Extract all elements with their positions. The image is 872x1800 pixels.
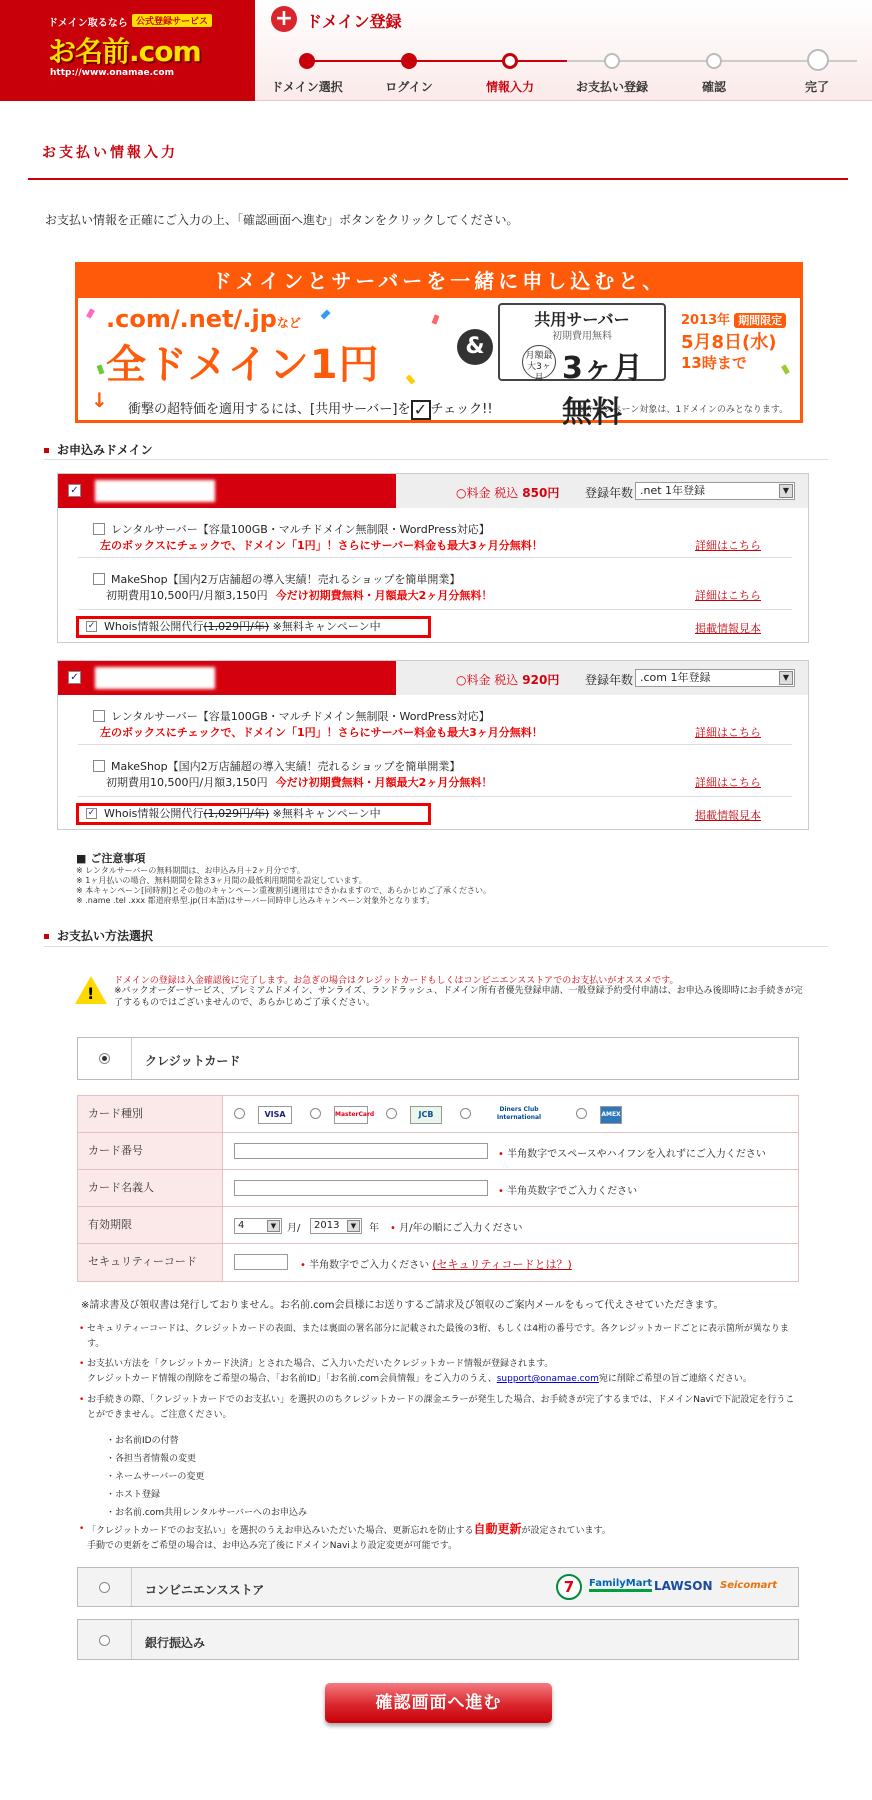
expiry-month-select[interactable]	[234, 1218, 282, 1234]
banner-limit-badge: 期間限定	[734, 313, 786, 328]
notice-heading: ■ ご注意事項	[76, 850, 145, 866]
lawson-logo: LAWSON	[654, 1579, 713, 1593]
row-divider	[131, 1568, 132, 1606]
server-detail-link[interactable]: 詳細はこちら	[695, 726, 761, 739]
makeshop-promo-text: 今だけ初期費無料・月額最大2ヶ月分無料！	[275, 776, 493, 789]
payment-section-heading: お支払い方法選択	[44, 927, 153, 944]
mastercard-radio[interactable]	[310, 1108, 321, 1119]
domain-years-select[interactable]	[635, 669, 795, 687]
banner-server-month: 月額最大3ヶ月	[522, 345, 556, 379]
whois-checkbox[interactable]: ✓	[87, 621, 96, 631]
convenience-label: コンビニエンスストア	[145, 1583, 265, 1597]
banner-check-text: チェック!!	[430, 402, 493, 417]
server-option-text: レンタルサーバー【容量100GB・マルチドメイン無制限・WordPress対応】	[111, 523, 490, 536]
whois-checkbox[interactable]: ✓	[87, 808, 96, 818]
confetti	[321, 310, 331, 320]
notice-line: ※ レンタルサーバーの無料期間は、お申込み月＋2ヶ月分です。	[76, 866, 305, 875]
banner-date: 5月8日(水)	[681, 332, 777, 353]
domain-price: 850円	[522, 486, 560, 500]
card-number-label: カード番号	[78, 1133, 223, 1169]
row-divider	[131, 1620, 132, 1659]
card-type-label: カード種別	[78, 1096, 223, 1132]
banner-year	[681, 309, 786, 328]
chevron-down-icon: ▼	[347, 1220, 360, 1232]
card-delete-text: クレジットカード情報の削除をご希望の場合、「お名前ID」「お名前.com会員情報」をご入力のうえ、	[87, 1374, 497, 1384]
domain-fee-label: ○料金 税込	[456, 486, 519, 500]
banner-server-box	[498, 303, 666, 430]
confetti	[432, 314, 440, 324]
familymart-logo: FamilyMart	[589, 1578, 652, 1592]
makeshop-checkbox[interactable]	[93, 760, 105, 772]
row-divider	[131, 1038, 132, 1079]
card-holder-hint: • 半角英数字でご入力ください	[498, 1182, 637, 1197]
domain-checkbox[interactable]: ✓	[68, 484, 81, 497]
section-divider	[44, 946, 828, 947]
security-code-help-link[interactable]: (セキュリティコードとは？)	[432, 1258, 572, 1271]
section-divider	[44, 459, 828, 460]
domain-header-name-area	[58, 474, 396, 508]
domain-box	[57, 660, 809, 830]
auto-renew-text: 「クレジットカードでのお支払い」を選択のうえお申込みいただいた場合、更新忘れを防止する	[87, 1526, 474, 1536]
logo-tagline: ドメイン取るなら	[48, 18, 128, 29]
step-dot-4	[604, 53, 620, 69]
banner-year-text: 2013年	[681, 313, 731, 328]
banner-message	[128, 398, 493, 420]
step-progress-area	[255, 0, 872, 101]
year-unit: 年	[369, 1223, 379, 1234]
whois-price: (1,029円/年)	[203, 620, 270, 633]
step-dot-3	[502, 53, 518, 69]
makeshop-promo-text: 今だけ初期費無料・月額最大2ヶ月分無料！	[275, 589, 493, 602]
banner-server-title: 共用サーバー	[534, 310, 630, 329]
security-code-row	[78, 1244, 798, 1281]
expiry-year-value: 2013	[314, 1220, 340, 1231]
bank-radio[interactable]	[99, 1635, 110, 1646]
domain-header	[58, 474, 808, 508]
whois-sample-link[interactable]: 掲載情報見本	[695, 809, 761, 822]
seven-eleven-logo: 7	[556, 1574, 582, 1600]
makeshop-price-text: 初期費用10,500円/月額3,150円	[106, 776, 268, 789]
step-label-6: 完了	[804, 80, 829, 94]
jcb-icon: JCB	[410, 1106, 442, 1124]
amex-icon: AMEX	[600, 1106, 622, 1124]
notice-line: ※ 本キャンペーン[同時割]とその他のキャンペーン重複割引適用はできかねますので、あらかじめご了承ください。	[76, 886, 492, 895]
confirm-button[interactable]: 確認画面へ進む	[325, 1683, 552, 1723]
domain-years-value: .com 1年登録	[640, 671, 711, 684]
banner-note: ※キャンペーン対象は、1ドメインのみとなります。	[578, 405, 789, 415]
confetti	[97, 364, 105, 374]
bank-label: 銀行振込み	[145, 1636, 206, 1650]
option-divider	[78, 609, 792, 610]
card-registration-text: お支払い方法を「クレジットカード決済」とされた場合、ご入力いただいたクレジットカード情報が登録されます。	[87, 1359, 554, 1369]
security-code-label: セキュリティーコード	[78, 1244, 223, 1281]
step-label-5: 確認	[701, 80, 726, 94]
onamae-logo[interactable]	[0, 0, 255, 101]
expiry-label: 有効期限	[78, 1207, 223, 1243]
step-dot-2	[401, 53, 417, 69]
server-detail-link[interactable]: 詳細はこちら	[695, 539, 761, 552]
restriction-item: ・各担当者情報の変更	[106, 1454, 197, 1464]
support-email-link[interactable]: support@onamae.com	[496, 1374, 599, 1384]
plus-icon: +	[271, 6, 297, 32]
domain-section-heading: お申込みドメイン	[44, 441, 153, 458]
confetti	[781, 364, 790, 374]
domain-price: 920円	[522, 673, 560, 687]
server-checkbox[interactable]	[93, 710, 105, 722]
domain-years-select[interactable]	[635, 482, 795, 500]
notice-line: ※ .name .tel .xxx 都道府県型.jp(日本語)はサーバー同時申し込みキャンペーン対象外となります。	[76, 896, 435, 905]
server-checkbox[interactable]	[93, 523, 105, 535]
receipt-note: ※請求書及び領収書は発行しておりません。お名前.com会員様にお送りするご請求及び領収のご案内メールをもって代えさせていただきます。	[81, 1300, 724, 1311]
whois-campaign: ※無料キャンペーン中	[272, 807, 381, 820]
notice-line: ※ 1ヶ月払いの場合、無料期間を除き3ヶ月間の最低利用期間を設定しています。	[76, 876, 367, 885]
intro-text: お支払い情報を正確にご入力の上、「確認画面へ進む」ボタンをクリックしてください。	[45, 213, 519, 227]
card-holder-input[interactable]	[234, 1180, 488, 1196]
makeshop-detail-link[interactable]: 詳細はこちら	[695, 589, 761, 602]
logo-url: http://www.onamae.com	[50, 68, 174, 78]
visa-icon: VISA	[258, 1106, 292, 1124]
restriction-item: ・ホスト登録	[106, 1490, 161, 1500]
whois-campaign: ※無料キャンペーン中	[272, 620, 381, 633]
auto-renew-highlight: 自動更新	[473, 1522, 522, 1536]
card-number-hint: • 半角数字でスペースやハイフンを入れずにご入力ください	[498, 1145, 766, 1160]
confetti	[406, 374, 416, 384]
whois-option[interactable]	[76, 803, 431, 825]
arrow-down-icon: ↓	[91, 388, 108, 412]
makeshop-price	[106, 587, 492, 603]
step-dot-6	[807, 49, 829, 71]
expiry-year-select[interactable]	[310, 1218, 362, 1234]
option-divider	[78, 796, 792, 797]
visa-radio[interactable]	[234, 1108, 245, 1119]
domain-header-name-area	[58, 661, 396, 695]
diners-club-icon: Diners Club International	[484, 1106, 554, 1124]
payment-method-convenience[interactable]	[77, 1567, 799, 1607]
diners-radio[interactable]	[460, 1108, 471, 1119]
logo-official-badge: 公式登録サービス	[132, 14, 212, 27]
domain-years-value: .net 1年登録	[640, 484, 706, 497]
banner-tlds-suffix: など	[276, 316, 301, 330]
banner-until: 13時まで	[681, 354, 747, 372]
makeshop-price-text: 初期費用10,500円/月額3,150円	[106, 589, 268, 602]
step-label-1: ドメイン選択	[271, 80, 343, 94]
domain-fee	[456, 671, 559, 688]
warning-exclamation: !	[87, 984, 95, 1003]
banner-message-text: 衝撃の超特価を適用するには、[共用サーバー]を	[128, 402, 411, 417]
month-unit: 月/	[287, 1223, 301, 1234]
whois-price: (1,029円/年)	[203, 807, 270, 820]
card-number-input[interactable]	[234, 1143, 488, 1159]
credit-label: クレジットカード	[145, 1054, 241, 1068]
warning-line2: ※バックオーダーサービス、プレミアムドメイン、サンライズ、ランドラッシュ、ドメイン所有者優先登録申請、一般登録予約受付申請は、お申込み後即時にお手続きが完了するものではございませんので、あらかじめご了承ください。	[114, 986, 803, 1008]
restriction-item: ・お名前IDの付替	[106, 1436, 179, 1446]
title-divider	[28, 178, 848, 180]
chevron-down-icon: ▼	[267, 1220, 280, 1232]
banner-headline: ドメインとサーバーを一緒に申し込むと、	[78, 265, 800, 298]
credit-radio[interactable]	[99, 1053, 110, 1064]
chevron-down-icon: ▼	[779, 484, 793, 498]
confetti	[86, 308, 95, 318]
billing-error-note: • お手続きの際、「クレジットカードでのお支払い」を選択ののちクレジットカードの課金エラーが発生した場合、お手続きが完了するまでは、ドメインNaviで下記設定を行うことができません。ご注意ください。	[87, 1393, 803, 1423]
banner-tlds	[106, 305, 301, 333]
server-option-text: レンタルサーバー【容量100GB・マルチドメイン無制限・WordPress対応】	[111, 710, 490, 723]
option-divider	[78, 557, 792, 558]
banner-server-sub: 初期費用無料	[552, 331, 612, 342]
auto-renew-note	[87, 1522, 803, 1554]
jcb-radio[interactable]	[386, 1108, 397, 1119]
domain-header	[58, 661, 808, 695]
payment-method-bank[interactable]	[77, 1619, 799, 1660]
makeshop-price	[106, 774, 492, 790]
domain-box	[57, 473, 809, 643]
server-promo-text: 左のボックスにチェックで、ドメイン「1円」！さらにサーバー料金も最大3ヶ月分無料！	[100, 539, 543, 552]
card-holder-label: カード名義人	[78, 1170, 223, 1206]
makeshop-option-text: MakeShop【国内2万店舗超の導入実績！売れるショップを簡単開業】	[111, 760, 461, 773]
check-icon: ✓	[411, 400, 431, 420]
manual-renew-text: 手動での更新をご希望の場合は、お申込み完了後にドメインNaviより設定変更が可能です。	[87, 1541, 458, 1551]
banner-ampersand: &	[457, 329, 493, 365]
expiry-row	[78, 1207, 798, 1244]
whois-label: Whois情報公開代行	[104, 807, 204, 820]
makeshop-checkbox[interactable]	[93, 573, 105, 585]
security-code-hint	[300, 1256, 572, 1272]
mastercard-icon: MasterCard	[334, 1106, 368, 1124]
security-code-input[interactable]	[234, 1254, 288, 1270]
progress-line-done	[307, 60, 567, 62]
expiry-hint: • 月/年の順にご入力ください	[390, 1219, 522, 1234]
payment-method-credit[interactable]	[77, 1037, 799, 1080]
auto-renew-text-end: が設定されています。	[521, 1526, 611, 1536]
warning-line1: ドメインの登録は入金確認後に完了します。お急ぎの場合はクレジットカードもしくはコンビニエンスストアでのお支払いがオススメです。	[114, 976, 679, 986]
step-dot-1	[299, 53, 315, 69]
card-holder-row	[78, 1170, 798, 1207]
step-label-3: 情報入力	[485, 80, 534, 94]
card-number-row	[78, 1133, 798, 1170]
convenience-radio[interactable]	[99, 1582, 110, 1593]
restriction-item: ・ネームサーバーの変更	[106, 1472, 205, 1482]
domain-years-label: 登録年数	[585, 486, 634, 500]
step-label-4: お支払い登録	[575, 80, 648, 94]
logo-name: お名前.com	[48, 35, 201, 68]
option-divider	[78, 744, 792, 745]
header	[0, 0, 872, 101]
domain-fee	[456, 484, 559, 501]
server-promo-text: 左のボックスにチェックで、ドメイン「1円」！さらにサーバー料金も最大3ヶ月分無料！	[100, 726, 543, 739]
card-registration-note	[87, 1357, 803, 1387]
campaign-banner[interactable]	[75, 262, 803, 430]
security-code-hint-text: 半角数字でご入力ください	[309, 1260, 430, 1271]
whois-sample-link[interactable]: 掲載情報見本	[695, 622, 761, 635]
banner-all-domain: 全ドメイン1円	[106, 342, 380, 388]
domain-fee-label: ○料金 税込	[456, 673, 519, 687]
seicomart-logo: Seicomart	[720, 1580, 778, 1591]
domain-checkbox[interactable]: ✓	[68, 671, 81, 684]
page-title: お支払い情報入力	[42, 145, 178, 161]
card-type-row	[78, 1096, 798, 1133]
whois-option[interactable]	[76, 616, 431, 638]
banner-tlds-text: .com/.net/.jp	[106, 305, 277, 333]
expiry-month-value: 4	[238, 1220, 245, 1231]
restriction-item: ・お名前.com共用レンタルサーバーへのお申込み	[106, 1508, 308, 1518]
domain-years-label: 登録年数	[585, 673, 634, 687]
card-form	[77, 1095, 799, 1282]
amex-radio[interactable]	[576, 1108, 587, 1119]
chevron-down-icon: ▼	[779, 671, 793, 685]
card-delete-text-end: 宛に削除ご希望の旨ご連絡ください。	[598, 1374, 752, 1384]
domain-name-blurred	[95, 480, 215, 502]
step-dot-5	[706, 53, 722, 69]
banner-server-free: 3ヶ月無料	[562, 351, 643, 430]
makeshop-detail-link[interactable]: 詳細はこちら	[695, 776, 761, 789]
security-code-note: • セキュリティーコードは、クレジットカードの表面、または裏面の署名部分に記載された最後の3桁、もしくは4桁の番号です。各クレジットカードごとに表示箇所が異なります。	[87, 1322, 803, 1352]
step-label-2: ログイン	[385, 80, 433, 94]
whois-label: Whois情報公開代行	[104, 620, 204, 633]
makeshop-option-text: MakeShop【国内2万店舗超の導入実績！売れるショップを簡単開業】	[111, 573, 461, 586]
header-title: ドメイン登録	[306, 12, 402, 31]
domain-name-blurred	[95, 667, 215, 689]
